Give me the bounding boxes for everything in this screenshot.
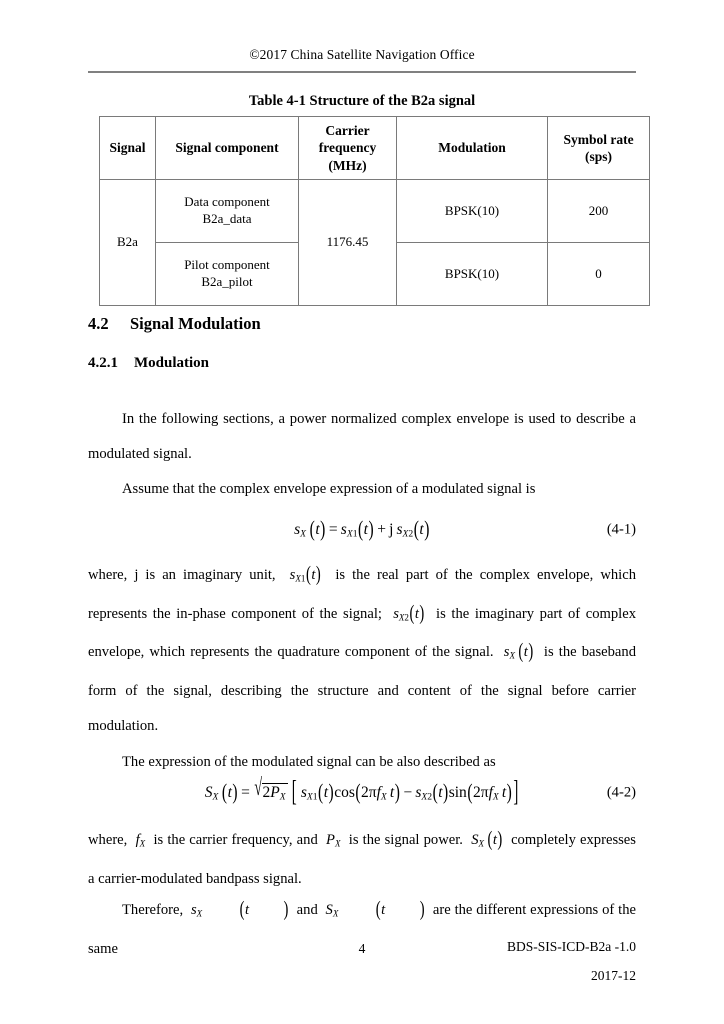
equation-4-2-body (88, 775, 636, 809)
running-header: ©2017 China Satellite Navigation Office (249, 47, 475, 62)
paragraph-where-1 (88, 558, 636, 744)
carrier-header-line1: Carrier (325, 123, 370, 139)
inline-math-s-x1-t: $s_{X1}(t)$ (282, 563, 321, 587)
component-data-line1: Data component (184, 194, 270, 210)
col-header-symbol-rate (548, 117, 650, 180)
paragraph-intro: In the following sections, a power normalized complex envelope is used to describe a modulated signal. (88, 411, 636, 462)
equation-4-2-expression: $S_X$ $(t) = √2P_X$ [ $s_{X1}(t)\cos(2\pi f_X$ $t) - s_{X2}(t)\sin(2\pi f_X$ t) ] (204, 775, 519, 809)
cell-carrier-frequency: 1176.45 (299, 180, 397, 306)
inline-math-s-x-t: $s_X$ (t) (498, 640, 534, 664)
component-pilot-line1: Pilot component (184, 257, 270, 273)
where-1-text-c: is the imaginary part of complex envelope, which represents the quadrature component of the signal. (88, 605, 637, 661)
inline-math-capital-s-x-t: $S_X$ (t) (467, 828, 503, 852)
b2a-signal-table (99, 116, 634, 306)
equation-4-1-body (88, 516, 636, 542)
cell-signal-name: B2a (100, 180, 156, 306)
where-2-text-c: is the signal power. (348, 832, 463, 848)
page-number: 4 (358, 941, 366, 956)
rate-header-line2: (sps) (584, 149, 612, 164)
carrier-header-line2: frequency (318, 140, 377, 156)
section-number: 4.2 (88, 314, 109, 333)
cell-modulation-data: BPSK(10) (397, 180, 548, 243)
therefore-text-a: Therefore, (122, 902, 184, 918)
equation-4-1 (88, 516, 636, 542)
cell-symbol-rate-data: 200 (548, 180, 650, 243)
component-pilot-line2: B2a_pilot (201, 274, 253, 289)
col-header-modulation: Modulation (397, 117, 548, 180)
subsection-title: Modulation (134, 355, 210, 371)
subsection-heading-4-2-1 (88, 355, 209, 372)
rate-header-line1: Symbol rate (563, 131, 634, 147)
cell-component-data (156, 180, 299, 243)
where-1-text-b: is the real part of the complex envelope, which represents the in-phase component of the signal; (88, 567, 637, 622)
paragraph-assume: Assume that the complex envelope expression of a modulated signal is (122, 481, 536, 497)
equation-4-1-expression: $s_X$ $(t) = s_{X1}(t) + j$ $s_{X2}(t)$ (294, 516, 430, 542)
document-date: 2017-12 (591, 968, 636, 983)
where-2-text-d: completely expresses a carrier-modulated bandpass signal. (88, 832, 636, 887)
carrier-header-line3: (MHz) (328, 157, 367, 173)
col-header-signal: Signal (100, 117, 156, 180)
col-header-carrier-frequency (299, 117, 397, 180)
equation-4-1-number: (4-1) (606, 521, 636, 538)
component-data-line2: B2a_data (202, 211, 252, 226)
header-divider (88, 71, 636, 73)
where-2-text-b: is the carrier frequency, and (153, 832, 318, 848)
cell-component-pilot (156, 243, 299, 306)
equation-4-2 (88, 775, 636, 809)
inline-math-s-upper-x-t: $S_X$ (t ) (321, 898, 425, 922)
inline-math-s-lower-x-t: $s_X$ (t ) (187, 898, 289, 922)
paragraph-expression: The expression of the modulated signal can be also described as (122, 754, 496, 770)
equation-4-2-number: (4-2) (606, 784, 636, 801)
inline-math-p-x: $P_X$ (321, 832, 341, 849)
inline-math-f-x: $f_X$ (131, 832, 146, 849)
col-header-signal-component: Signal component (156, 117, 299, 180)
cell-modulation-pilot: BPSK(10) (397, 243, 548, 306)
inline-math-s-x2-t: $s_{X2}(t)$ (387, 601, 425, 625)
subsection-number: 4.2.1 (88, 355, 118, 371)
cell-symbol-rate-pilot: 0 (548, 243, 650, 306)
table-header-row (100, 117, 650, 180)
therefore-text-b: and (296, 902, 318, 918)
where-1-text-a: where, j is an imaginary unit, (88, 567, 276, 583)
where-2-text-a: where, (88, 832, 128, 848)
document-id: BDS-SIS-ICD-B2a -1.0 (506, 939, 636, 954)
therefore-text-c: are the different expressions of the same (88, 902, 636, 957)
section-title: Signal Modulation (130, 314, 261, 333)
where-1-text-d: is the baseband form of the signal, describing the structure and content of the signal before carrier modulation. (88, 644, 636, 734)
section-heading-4-2 (88, 314, 261, 334)
table-row (100, 180, 650, 243)
table-caption: Table 4-1 Structure of the B2a signal (248, 93, 476, 109)
